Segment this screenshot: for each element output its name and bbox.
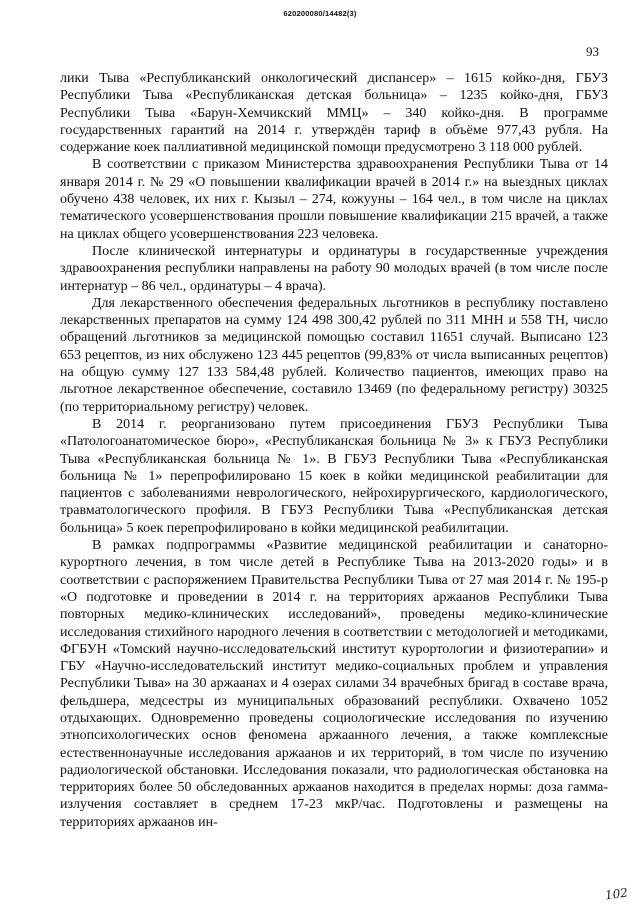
handwritten-page-mark: 102 xyxy=(604,885,629,903)
document-body xyxy=(60,70,608,831)
paragraph-qualification: В соответствии с приказом Министерства здравоохранения Республики Тыва от 14 января 2014 г. № 29 «О повышении квалификации врачей в 2014 г.» на выездных циклах обучено 438 человек, их них г. Кызыл – 274, кожууны – 164 чел., в том числе на циклах тематического усовершенствования прошли повышение квалификации 215 врачей, а также на циклах общего усовершенствования 223 человека. xyxy=(60,157,608,242)
paragraph-rehabilitation: В рамках подпрограммы «Развитие медицинской реабилитации и санаторно-курортного лечения, в том числе детей в Республике Тыва на 2013-2020 годы» и в соответствии с распоряжением Правительства Республики Тыва от 27 мая 2014 г. № 195-р «О подготовке и проведении в 2014 г. на территориях аржаанов Республики Тыва повторных медико-клинических исследований», проведены медико-клинические исследования стихийного народного лечения в соответствии с методологией и методиками, ФГБУН «Томский научно-исследовательский институт курортологии и физиотерапии» и ГБУ «Научно-исследовательский институт медико-социальных проблем и управления Республики Тыва» на 30 аржаанах и 4 озерах силами 34 врачебных бригад в составе врача, фельдшера, медсестры из муниципальных образований республики. Охвачено 1052 отдыхающих. Одновременно проведены социологические исследования по изучению этнопсихологических основ феномена аржаанного лечения, а также комплексные естественнонаучные исследования аржаанов и их территорий, в том числе по изучению радиологической обстановки. Исследования показали, что радиологическая обстановка на территориях более 50 обследованных аржаанов находится в пределах нормы: доза гамма-излучения составляет в среднем 17-23 мкР/час. Подготовлены и размещены на территориях аржаанов ин- xyxy=(60,538,608,830)
paragraph-young-doctors: После клинической интернатуры и ординатуры в государственные учреждения здравоохранения республики направлены на работу 90 молодых врачей (в том числе после интернатур – 86 чел., ординатуры – 4 врача). xyxy=(60,243,608,294)
page-number: 93 xyxy=(586,44,599,59)
document-code: 620200080/14482(3) xyxy=(283,9,357,18)
paragraph-drug-supply: Для лекарственного обеспечения федеральных льготников в республику поставлено лекарственных препаратов на сумму 124 498 300,42 рублей по 311 МНН и 558 ТН, число обращений льготников за медицинской помощью составил 11651 случай. Выписано 123 653 рецептов, из них обслужено 123 445 рецептов (99,83% от числа выписанных рецептов) на общую сумму 127 133 584,48 рублей. Количество пациентов, имеющих право на льготное лекарственное обеспечение, составило 13469 (по федеральному регистру) 30325 (по территориальному регистру) человек. xyxy=(60,295,608,415)
paragraph-reorganization: В 2014 г. реорганизовано путем присоединения ГБУЗ Республики Тыва «Патологоанатомическое бюро», «Республиканская больница № 3» к ГБУЗ Республики Тыва «Республиканская больница № 1». В ГБУЗ Республики Тыва «Республиканская больница № 1» перепрофилировано 15 коек в койки медицинской реабилитации для пациентов с заболеваниями неврологического, нейрохирургического, кардиологического, травматологического профиля. В ГБУЗ Республики Тыва «Республиканская детская больница» 5 коек перепрофилировано в койки медицинской реабилитации. xyxy=(60,416,608,536)
paragraph-continuation: лики Тыва «Республиканский онкологический диспансер» – 1615 койко-дня, ГБУЗ Республики Тыва «Республиканская детская больница» – 1235 койко-дня, ГБУЗ Республики Тыва «Барун-Хемчикский ММЦ» – 340 койко-дня. В программе государственных гарантий на 2014 г. утверждён тариф в объёме 977,43 рубля. На содержание коек паллиативной медицинской помощи предусмотрено 3 118 000 рублей. xyxy=(60,71,608,156)
